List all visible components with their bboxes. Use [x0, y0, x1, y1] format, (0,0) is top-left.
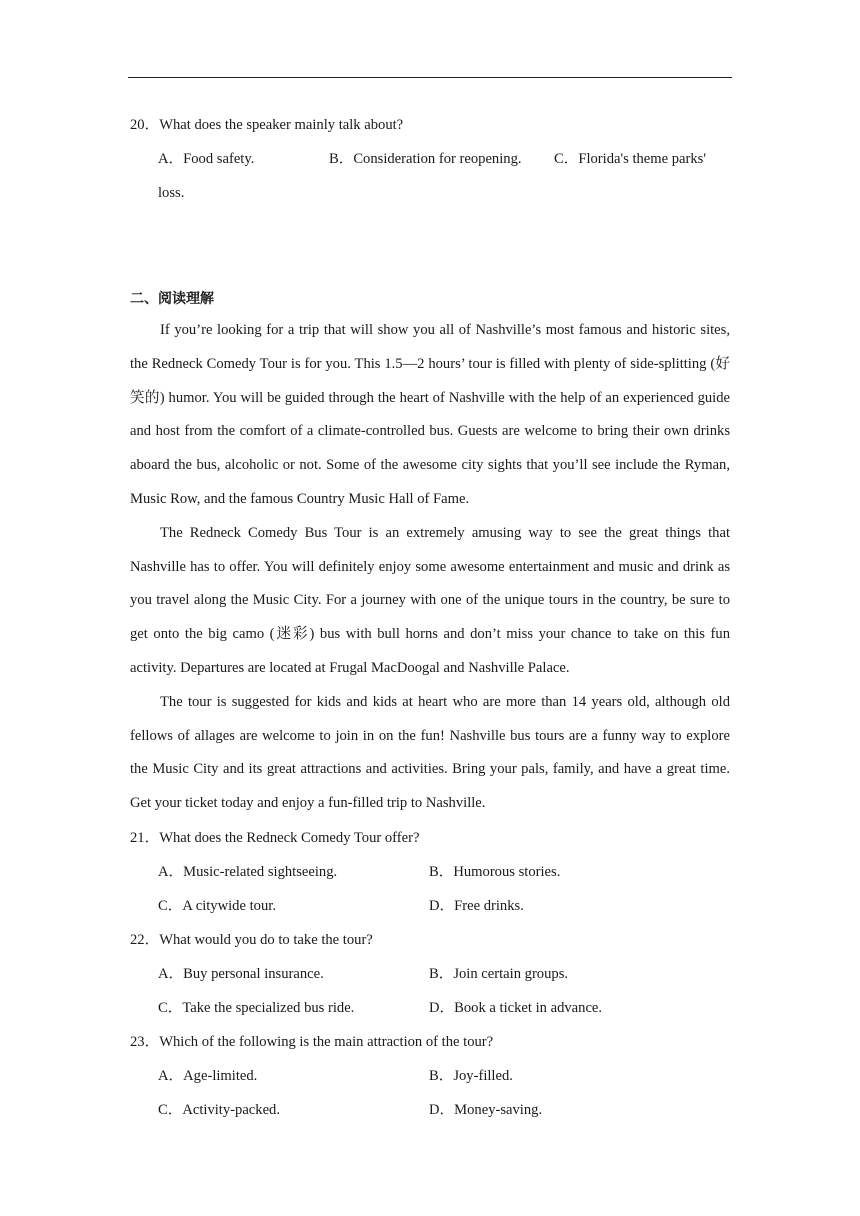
question-number: 22． [130, 931, 160, 948]
option-b: B．Join certain groups. [429, 965, 569, 982]
option-b: B．Humorous stories. [429, 863, 561, 880]
option-d: D．Book a ticket in advance. [429, 999, 603, 1016]
question-20-options [130, 142, 730, 176]
option-c: C．Activity-packed. [158, 1101, 280, 1118]
question-20 [130, 108, 730, 142]
question-stem: What would you do to take the tour? [159, 931, 373, 948]
option-d: D．Free drinks. [429, 897, 524, 914]
option-c-continued: loss. [158, 185, 185, 201]
question-number: 20． [130, 117, 160, 133]
question-22 [130, 923, 730, 957]
question-21-options-row-2 [130, 889, 730, 923]
question-23-options-row-2 [130, 1093, 730, 1127]
question-22-options-row-2 [130, 991, 730, 1025]
document-body [130, 108, 730, 1127]
option-a: A．Buy personal insurance. [158, 965, 324, 982]
option-a: A．Age-limited. [158, 1067, 258, 1084]
section-title: 二、阅读理解 [130, 291, 214, 307]
question-23-options-row-1 [130, 1059, 730, 1093]
option-b: B．Consideration for reopening. [329, 151, 522, 167]
question-stem: What does the speaker mainly talk about? [159, 117, 404, 133]
option-c: C．Florida's theme parks' [554, 151, 706, 167]
question-number: 21． [130, 829, 160, 846]
question-21-options-row-1 [130, 855, 730, 889]
passage-paragraph-2: The Redneck Comedy Bus Tour is an extremely amusing way to see the great things that Nashville has to offer. You will definitely enjoy some awesome entertainment and music and drink as you travel along the Music City. For a journey with one of the unique tours in the country, be sure to get onto the big camo (迷彩) bus with bull horns and don’t miss your chance to take on this fun activity. Departures are located at Frugal MacDoogal and Nashville Palace. [130, 524, 730, 676]
question-number: 23． [130, 1033, 160, 1050]
passage-paragraph-3: The tour is suggested for kids and kids at heart who are more than 14 years old, although old fellows of allages are welcome to join in on the fun! Nashville bus tours are a funny way to explore the Music City and its great attractions and activities. Bring your pals, family, and have a great time. Get your ticket today and enjoy a fun-filled trip to Nashville. [130, 693, 730, 812]
option-d: D．Money-saving. [429, 1101, 543, 1118]
option-c: C．Take the specialized bus ride. [158, 999, 355, 1016]
question-stem: What does the Redneck Comedy Tour offer? [159, 829, 420, 846]
question-22-options-row-1 [130, 957, 730, 991]
option-b: B．Joy-filled. [429, 1067, 513, 1084]
header-rule [128, 77, 732, 78]
option-c: C．A citywide tour. [158, 897, 276, 914]
option-a: A．Music-related sightseeing. [158, 863, 338, 880]
passage-paragraph-1: If you’re looking for a trip that will show you all of Nashville’s most famous and historic sites, the Redneck Comedy Tour is for you. This 1.5—2 hours’ tour is filled with plenty of side-splitting (好笑的) humor. You will be guided through the heart of Nashville with the help of an experienced guide and host from the comfort of a climate-controlled bus. Guests are welcome to bring their own drinks aboard the bus, alcoholic or not. Some of the awesome city sights that you’ll see include the Ryman, Music Row, and the famous Country Music Hall of Fame. [130, 322, 730, 507]
question-stem: Which of the following is the main attraction of the tour? [159, 1033, 494, 1050]
question-21 [130, 821, 730, 855]
question-23 [130, 1025, 730, 1059]
option-a: A．Food safety. [158, 151, 255, 167]
